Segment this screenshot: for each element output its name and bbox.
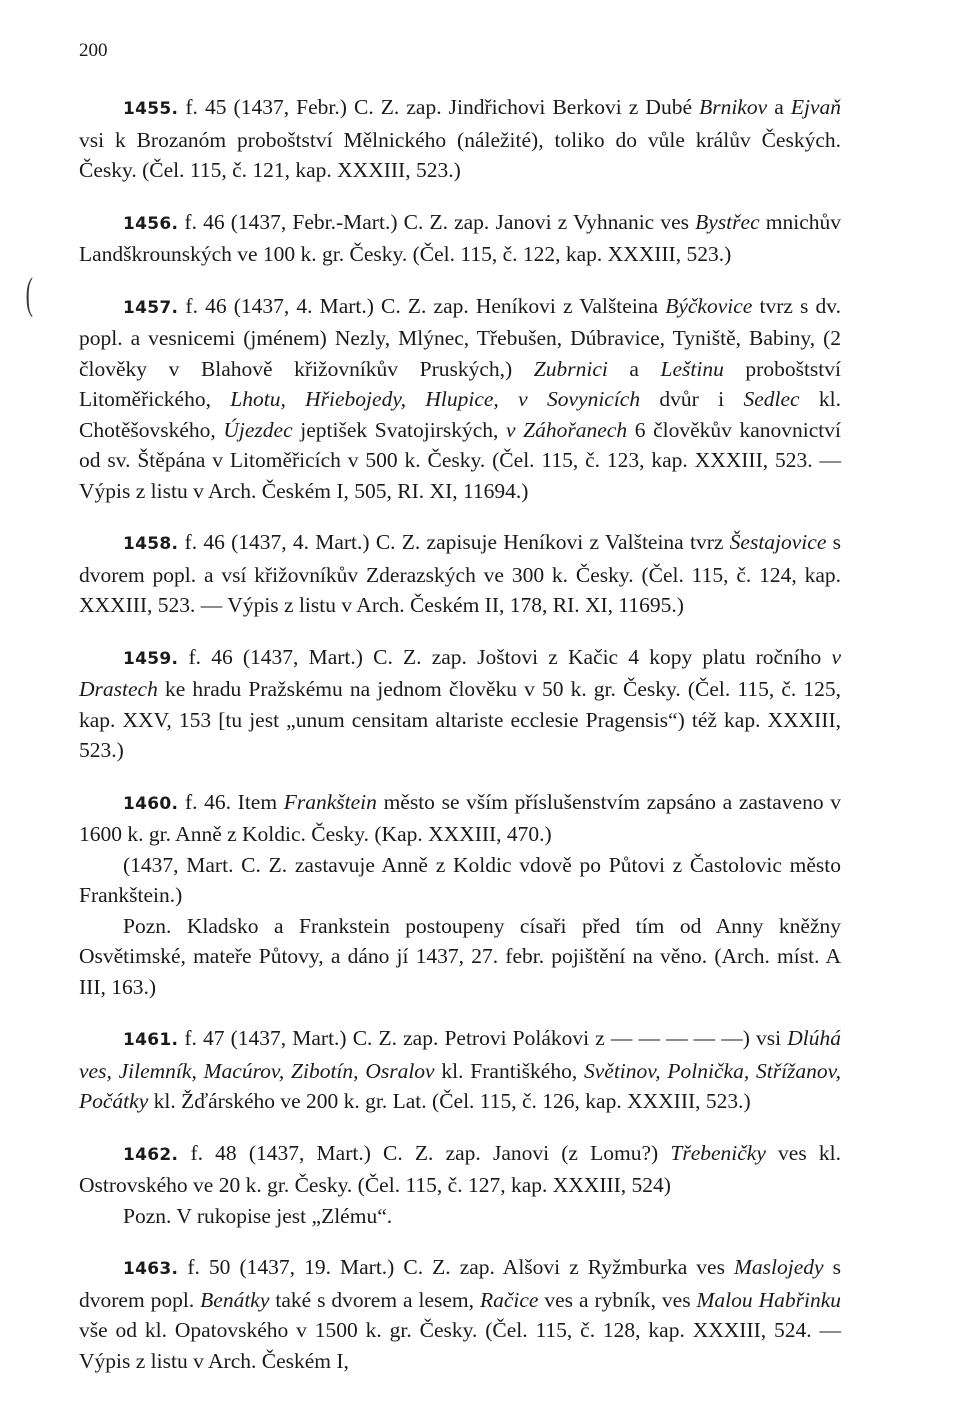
entry-number: 1455. [123, 99, 179, 119]
place-name: Bystřec [695, 209, 760, 234]
entry-number: 1456. [123, 213, 179, 234]
place-name: Zubrnici [533, 356, 608, 381]
entry-text: 6 člověkův kanovnictví od sv. Štěpána v Litoměřicích v 500 k. Česky. (Čel. 115, č. 123, kap. XXXIII, 523. — Výpis z listu v Arch. Českém I, 505, RI. XI, 11694.) [79, 417, 841, 503]
entry-number: 1462. [123, 1144, 179, 1165]
margin-bracket-mark: ( [25, 269, 33, 318]
entry-paragraph [79, 92, 841, 186]
entry-text: f. 46 (1437, Febr.-Mart.) C. Z. zap. Janovi z Vyhnanic ves [178, 209, 696, 234]
place-name: Maslojedy [734, 1255, 824, 1279]
entry-paragraph [79, 1023, 841, 1117]
entry-text: f. 48 (1437, Mart.) C. Z. zap. Janovi (z Lomu?) [178, 1140, 671, 1165]
entry-text: f. 45 (1437, Febr.) C. Z. zap. Jindřichovi Berkovi z Dubé [178, 95, 700, 119]
place-name: Ejvaň [790, 95, 841, 119]
entry-number: 1463. [123, 1259, 179, 1279]
entry-number: 1460. [123, 793, 179, 814]
entry-text: vsi k Brozanóm proboštství Mělnického (náležité), toliko do vůle králův Českých. Česky. (Čel. 115, č. 121, kap. XXXIII, 523.) [79, 127, 841, 182]
entry-text: město se vším příslušenstvím zapsáno a zastaveno v 1600 k. gr. Anně z Koldic. Česky. (Kap. XXXIII, 470.) [79, 789, 841, 846]
entry-number: 1461. [123, 1030, 179, 1050]
place-name: Dlúhá ves, Jilemník, Macúrov, Zibotín, Osralov [79, 1026, 841, 1083]
entry-text: vše od kl. Opatovského v 1500 k. gr. Česky. (Čel. 115, č. 128, kap. XXXIII, 524. — Výpis z listu v Arch. Českém I, [79, 1318, 841, 1373]
page-number: 200 [79, 40, 108, 61]
entry-text: f. 46. Item [178, 789, 284, 814]
entry-text: kl. Chotěšovského, [79, 387, 841, 442]
entry-note: Pozn. Kladsko a Frankstein postoupeny císaři před tím od Anny kněžny Osvětimské, mateře Půtovy, a dáno jí 1437, 27. febr. pojištění na věno. (Arch. míst. A III, 163.) [79, 913, 841, 999]
entry-text: a [767, 95, 791, 119]
entry-text: také s dvorem a lesem, [269, 1287, 480, 1312]
place-name: v Drastech [79, 644, 841, 701]
place-name: Malou Habřinku [696, 1287, 841, 1312]
entry-paragraph [79, 787, 841, 850]
entry-paragraph [79, 291, 841, 507]
entry-text: kl. Františkého, [434, 1058, 584, 1083]
place-name: Račice [479, 1287, 539, 1312]
place-name: Světinov, Polnička, Střížanov, Počátky [79, 1058, 841, 1113]
place-name: Sedlec [743, 387, 800, 411]
entry-text: tvrz s dv. popl. a vesnicemi (jménem) Nezly, Mlýnec, Třebušen, Dúbravice, Tyniště, Babiny, (2 člověky v Blahově křižovníkův Pruských,) [79, 293, 841, 381]
entry-note: (1437, Mart. C. Z. zastavuje Anně z Koldic vdově po Půtovi z Častolovic město Frankštein.) [79, 852, 841, 907]
entry-paragraph [79, 207, 841, 270]
entry-text: a [607, 356, 661, 381]
entry-text: ke hradu Pražskému na jednom člověku v 50 k. gr. Česky. (Čel. 115, č. 125, kap. XXV, 153 [tu jest „unum censitam altariste ecclesie Pragensis“) též kap. XXXIII, 523.) [79, 677, 841, 762]
entry-text: dvůr i [640, 387, 744, 411]
document-body [79, 92, 841, 1376]
place-name: Leštinu [660, 356, 724, 381]
entry-text: f. 46 (1437, 4. Mart.) C. Z. zapisuje Heníkovi z Valšteina tvrz [178, 530, 730, 554]
place-name: Benátky [200, 1287, 270, 1312]
entry-number: 1459. [123, 648, 179, 669]
entry-paragraph [79, 527, 841, 621]
entry-number: 1457. [123, 297, 179, 318]
entry-text: ves a rybník, ves [538, 1287, 697, 1312]
entry-number: 1458. [123, 534, 179, 554]
entry-text: s dvorem popl. [79, 1255, 841, 1312]
place-name: Lhotu, Hřiebojedy, Hlupice, v Sovynicích [230, 387, 641, 411]
place-name: v Záhořanech [506, 417, 628, 442]
place-name: Brnikov [699, 95, 768, 119]
entry-text: f. 47 (1437, Mart.) C. Z. zap. Petrovi Polákovi z — — — — —) vsi [178, 1026, 788, 1050]
place-name: Újezdec [223, 417, 293, 442]
entry-text: f. 46 (1437, Mart.) C. Z. zap. Joštovi z Kačic 4 kopy platu ročního [178, 644, 832, 669]
entry-text: jeptišek Svatojirských, [292, 417, 506, 442]
entry-paragraph [79, 642, 841, 766]
place-name: Frankštein [283, 789, 377, 814]
entry-note: Pozn. V rukopise jest „Zlému“. [123, 1203, 393, 1228]
entry-text: proboštství Litoměřického, [79, 356, 841, 411]
place-name: Býčkovice [665, 293, 753, 318]
entry-text: kl. Žďárského ve 200 k. gr. Lat. (Čel. 115, č. 126, kap. XXXIII, 523.) [148, 1089, 751, 1113]
entry-text: s dvorem popl. a vsí křižovníkův Zderazských ve 300 k. Česky. (Čel. 115, č. 124, kap. XXXIII, 523. — Výpis z listu v Arch. Českém II, 178, RI. XI, 11695.) [79, 530, 841, 617]
place-name: Třebeničky [670, 1140, 766, 1165]
entry-paragraph [79, 1252, 841, 1376]
entry-text: ves kl. Ostrovského ve 20 k. gr. Česky. (Čel. 115, č. 127, kap. XXXIII, 524) [79, 1140, 841, 1197]
entry-text: f. 46 (1437, 4. Mart.) C. Z. zap. Heníkovi z Valšteina [178, 293, 666, 318]
place-name: Šestajovice [729, 530, 827, 554]
entry-text: f. 50 (1437, 19. Mart.) C. Z. zap. Alšovi z Ryžmburka ves [178, 1255, 735, 1279]
entry-paragraph [79, 1138, 841, 1201]
entry-text: mnichův Landškrounských ve 100 k. gr. Česky. (Čel. 115, č. 122, kap. XXXIII, 523.) [79, 209, 841, 266]
